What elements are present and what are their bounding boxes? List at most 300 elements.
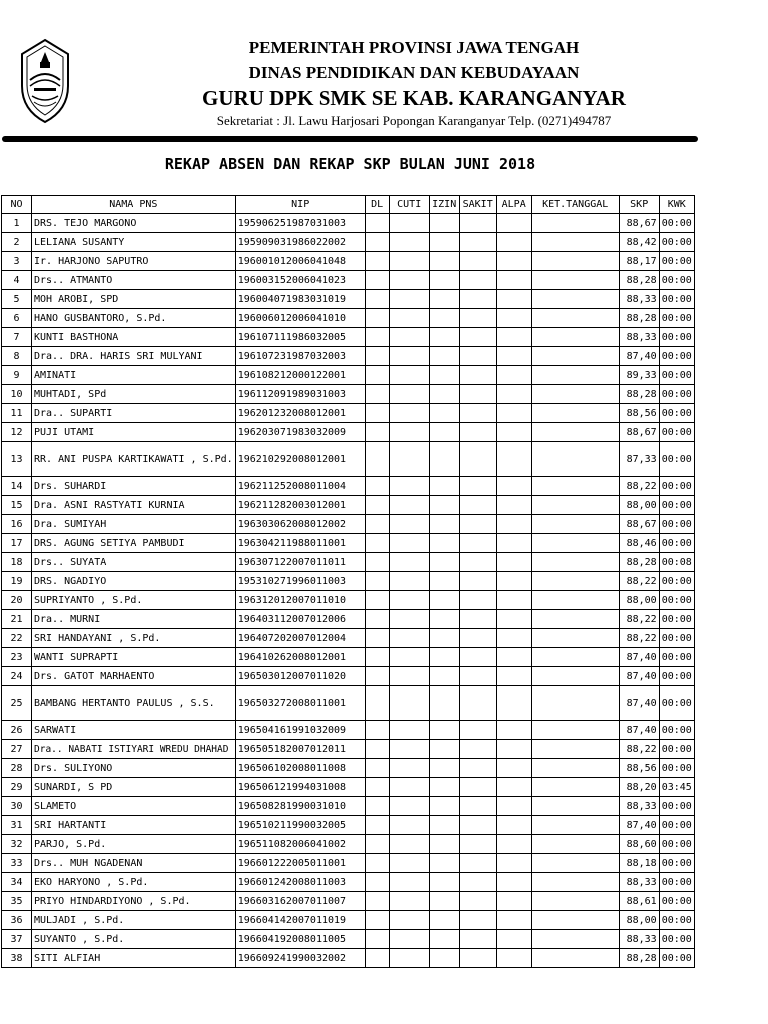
row-no: 25 bbox=[2, 686, 32, 721]
row-dl bbox=[365, 854, 389, 873]
row-skp: 88,56 bbox=[619, 759, 659, 778]
document-title: REKAP ABSEN DAN REKAP SKP BULAN JUNI 2018 bbox=[164, 155, 536, 173]
row-no: 35 bbox=[2, 892, 32, 911]
row-izin bbox=[429, 515, 459, 534]
row-cuti bbox=[389, 797, 429, 816]
row-no: 23 bbox=[2, 648, 32, 667]
row-no: 6 bbox=[2, 309, 32, 328]
row-skp: 87,40 bbox=[619, 347, 659, 366]
col-header-kwk: KWK bbox=[659, 196, 694, 214]
row-cuti bbox=[389, 629, 429, 648]
table-row bbox=[2, 778, 695, 797]
row-cuti bbox=[389, 233, 429, 252]
table-row bbox=[2, 534, 695, 553]
row-izin bbox=[429, 347, 459, 366]
row-ket-tanggal bbox=[531, 778, 619, 797]
row-cuti bbox=[389, 423, 429, 442]
row-skp: 88,28 bbox=[619, 553, 659, 572]
row-izin bbox=[429, 309, 459, 328]
row-skp: 87,40 bbox=[619, 648, 659, 667]
table-row bbox=[2, 347, 695, 366]
row-dl bbox=[365, 591, 389, 610]
row-sakit bbox=[459, 721, 496, 740]
row-no: 30 bbox=[2, 797, 32, 816]
row-skp: 88,46 bbox=[619, 534, 659, 553]
row-alpa bbox=[496, 949, 531, 968]
row-nip: 196601222005011001 bbox=[235, 854, 365, 873]
row-skp: 88,22 bbox=[619, 740, 659, 759]
row-no: 16 bbox=[2, 515, 32, 534]
row-alpa bbox=[496, 290, 531, 309]
row-kwk: 00:00 bbox=[659, 949, 694, 968]
row-dl bbox=[365, 347, 389, 366]
row-nip: 196112091989031003 bbox=[235, 385, 365, 404]
attendance-table bbox=[1, 195, 695, 968]
row-nama: Dra.. MURNI bbox=[32, 610, 236, 629]
row-izin bbox=[429, 534, 459, 553]
row-nama: LELIANA SUSANTY bbox=[32, 233, 236, 252]
row-nip: 196006012006041010 bbox=[235, 309, 365, 328]
row-sakit bbox=[459, 759, 496, 778]
row-nip: 196504161991032009 bbox=[235, 721, 365, 740]
row-kwk: 00:00 bbox=[659, 366, 694, 385]
row-alpa bbox=[496, 347, 531, 366]
row-dl bbox=[365, 835, 389, 854]
row-cuti bbox=[389, 648, 429, 667]
row-kwk: 00:00 bbox=[659, 214, 694, 233]
row-izin bbox=[429, 591, 459, 610]
row-ket-tanggal bbox=[531, 835, 619, 854]
row-skp: 88,20 bbox=[619, 778, 659, 797]
row-alpa bbox=[496, 572, 531, 591]
row-kwk: 00:00 bbox=[659, 442, 694, 477]
row-skp: 87,40 bbox=[619, 721, 659, 740]
row-sakit bbox=[459, 233, 496, 252]
row-nip: 196407202007012004 bbox=[235, 629, 365, 648]
row-ket-tanggal bbox=[531, 816, 619, 835]
row-kwk: 00:00 bbox=[659, 686, 694, 721]
row-no: 28 bbox=[2, 759, 32, 778]
row-skp: 88,67 bbox=[619, 515, 659, 534]
row-cuti bbox=[389, 854, 429, 873]
row-dl bbox=[365, 740, 389, 759]
row-nama: Ir. HARJONO SAPUTRO bbox=[32, 252, 236, 271]
row-nip: 196503272008011001 bbox=[235, 686, 365, 721]
row-sakit bbox=[459, 686, 496, 721]
row-skp: 88,00 bbox=[619, 911, 659, 930]
row-skp: 88,42 bbox=[619, 233, 659, 252]
row-sakit bbox=[459, 347, 496, 366]
row-cuti bbox=[389, 347, 429, 366]
row-nip: 196211282003012001 bbox=[235, 496, 365, 515]
row-sakit bbox=[459, 477, 496, 496]
row-sakit bbox=[459, 553, 496, 572]
row-kwk: 03:45 bbox=[659, 778, 694, 797]
row-cuti bbox=[389, 553, 429, 572]
row-nip: 195310271996011003 bbox=[235, 572, 365, 591]
row-no: 8 bbox=[2, 347, 32, 366]
row-skp: 87,40 bbox=[619, 667, 659, 686]
row-dl bbox=[365, 404, 389, 423]
row-cuti bbox=[389, 949, 429, 968]
row-kwk: 00:00 bbox=[659, 328, 694, 347]
row-nip: 196303062008012002 bbox=[235, 515, 365, 534]
table-row bbox=[2, 572, 695, 591]
row-alpa bbox=[496, 477, 531, 496]
row-ket-tanggal bbox=[531, 648, 619, 667]
row-nip: 196510211990032005 bbox=[235, 816, 365, 835]
table-row bbox=[2, 404, 695, 423]
header-divider bbox=[2, 136, 698, 142]
row-dl bbox=[365, 290, 389, 309]
row-dl bbox=[365, 873, 389, 892]
row-dl bbox=[365, 911, 389, 930]
row-sakit bbox=[459, 366, 496, 385]
row-ket-tanggal bbox=[531, 721, 619, 740]
row-ket-tanggal bbox=[531, 930, 619, 949]
row-nip: 196203071983032009 bbox=[235, 423, 365, 442]
row-izin bbox=[429, 442, 459, 477]
row-izin bbox=[429, 252, 459, 271]
row-sakit bbox=[459, 328, 496, 347]
row-alpa bbox=[496, 930, 531, 949]
row-ket-tanggal bbox=[531, 686, 619, 721]
row-kwk: 00:00 bbox=[659, 591, 694, 610]
row-no: 21 bbox=[2, 610, 32, 629]
row-skp: 88,28 bbox=[619, 271, 659, 290]
row-alpa bbox=[496, 252, 531, 271]
row-alpa bbox=[496, 873, 531, 892]
row-nip: 196107231987032003 bbox=[235, 347, 365, 366]
row-alpa bbox=[496, 404, 531, 423]
row-alpa bbox=[496, 648, 531, 667]
table-row bbox=[2, 759, 695, 778]
row-no: 12 bbox=[2, 423, 32, 442]
table-row bbox=[2, 816, 695, 835]
row-dl bbox=[365, 759, 389, 778]
row-dl bbox=[365, 515, 389, 534]
row-sakit bbox=[459, 911, 496, 930]
row-skp: 88,33 bbox=[619, 797, 659, 816]
row-ket-tanggal bbox=[531, 854, 619, 873]
row-kwk: 00:00 bbox=[659, 721, 694, 740]
row-izin bbox=[429, 610, 459, 629]
row-kwk: 00:00 bbox=[659, 816, 694, 835]
row-sakit bbox=[459, 385, 496, 404]
row-no: 10 bbox=[2, 385, 32, 404]
row-nama: SRI HARTANTI bbox=[32, 816, 236, 835]
row-skp: 88,60 bbox=[619, 835, 659, 854]
row-cuti bbox=[389, 534, 429, 553]
row-sakit bbox=[459, 534, 496, 553]
row-cuti bbox=[389, 290, 429, 309]
row-alpa bbox=[496, 686, 531, 721]
row-nip: 196601242008011003 bbox=[235, 873, 365, 892]
row-nip: 196107111986032005 bbox=[235, 328, 365, 347]
row-nip: 196001012006041048 bbox=[235, 252, 365, 271]
row-cuti bbox=[389, 610, 429, 629]
row-sakit bbox=[459, 930, 496, 949]
row-kwk: 00:00 bbox=[659, 496, 694, 515]
row-alpa bbox=[496, 667, 531, 686]
row-alpa bbox=[496, 911, 531, 930]
row-izin bbox=[429, 553, 459, 572]
row-sakit bbox=[459, 271, 496, 290]
row-ket-tanggal bbox=[531, 740, 619, 759]
row-alpa bbox=[496, 515, 531, 534]
letterhead-line-3: GURU DPK SMK SE KAB. KARANGANYAR bbox=[202, 86, 626, 110]
row-no: 32 bbox=[2, 835, 32, 854]
row-no: 36 bbox=[2, 911, 32, 930]
row-no: 4 bbox=[2, 271, 32, 290]
row-alpa bbox=[496, 385, 531, 404]
row-nip: 196503012007011020 bbox=[235, 667, 365, 686]
row-skp: 88,28 bbox=[619, 949, 659, 968]
row-nip: 196201232008012001 bbox=[235, 404, 365, 423]
row-kwk: 00:00 bbox=[659, 835, 694, 854]
row-nip: 196211252008011004 bbox=[235, 477, 365, 496]
row-sakit bbox=[459, 423, 496, 442]
row-kwk: 00:00 bbox=[659, 309, 694, 328]
row-skp: 88,22 bbox=[619, 477, 659, 496]
row-nama: Dra.. DRA. HARIS SRI MULYANI bbox=[32, 347, 236, 366]
row-dl bbox=[365, 892, 389, 911]
row-sakit bbox=[459, 873, 496, 892]
row-cuti bbox=[389, 721, 429, 740]
row-no: 33 bbox=[2, 854, 32, 873]
row-ket-tanggal bbox=[531, 591, 619, 610]
row-kwk: 00:00 bbox=[659, 347, 694, 366]
row-dl bbox=[365, 816, 389, 835]
table-row bbox=[2, 271, 695, 290]
row-kwk: 00:00 bbox=[659, 759, 694, 778]
row-nama: SITI ALFIAH bbox=[32, 949, 236, 968]
row-alpa bbox=[496, 214, 531, 233]
row-nama: Drs. SULIYONO bbox=[32, 759, 236, 778]
row-kwk: 00:00 bbox=[659, 290, 694, 309]
row-no: 14 bbox=[2, 477, 32, 496]
table-row bbox=[2, 328, 695, 347]
row-no: 20 bbox=[2, 591, 32, 610]
table-row bbox=[2, 797, 695, 816]
row-nip: 196108212000122001 bbox=[235, 366, 365, 385]
row-izin bbox=[429, 835, 459, 854]
row-izin bbox=[429, 328, 459, 347]
row-ket-tanggal bbox=[531, 385, 619, 404]
row-sakit bbox=[459, 892, 496, 911]
table-row bbox=[2, 740, 695, 759]
row-kwk: 00:00 bbox=[659, 271, 694, 290]
row-ket-tanggal bbox=[531, 404, 619, 423]
row-nama: Dra.. SUPARTI bbox=[32, 404, 236, 423]
row-ket-tanggal bbox=[531, 553, 619, 572]
row-skp: 88,22 bbox=[619, 610, 659, 629]
row-kwk: 00:00 bbox=[659, 515, 694, 534]
row-nip: 196410262008012001 bbox=[235, 648, 365, 667]
row-skp: 87,40 bbox=[619, 686, 659, 721]
row-kwk: 00:00 bbox=[659, 534, 694, 553]
row-sakit bbox=[459, 290, 496, 309]
row-alpa bbox=[496, 591, 531, 610]
row-nama: MOH AROBI, SPD bbox=[32, 290, 236, 309]
row-nip: 196505182007012011 bbox=[235, 740, 365, 759]
row-ket-tanggal bbox=[531, 309, 619, 328]
row-kwk: 00:08 bbox=[659, 553, 694, 572]
row-skp: 88,22 bbox=[619, 572, 659, 591]
row-izin bbox=[429, 816, 459, 835]
row-cuti bbox=[389, 778, 429, 797]
row-kwk: 00:00 bbox=[659, 404, 694, 423]
row-skp: 88,18 bbox=[619, 854, 659, 873]
table-row bbox=[2, 233, 695, 252]
row-skp: 88,00 bbox=[619, 496, 659, 515]
row-alpa bbox=[496, 759, 531, 778]
table-row bbox=[2, 629, 695, 648]
row-ket-tanggal bbox=[531, 759, 619, 778]
letterhead-address: Sekretariat : Jl. Lawu Harjosari Popongan Karanganyar Telp. (0271)494787 bbox=[216, 113, 612, 128]
row-nama: Dra.. NABATI ISTIYARI WREDU DHAHAD bbox=[32, 740, 236, 759]
row-no: 24 bbox=[2, 667, 32, 686]
row-izin bbox=[429, 667, 459, 686]
row-ket-tanggal bbox=[531, 214, 619, 233]
table-row bbox=[2, 721, 695, 740]
row-no: 37 bbox=[2, 930, 32, 949]
row-nama: SUNARDI, S PD bbox=[32, 778, 236, 797]
row-nip: 196604142007011019 bbox=[235, 911, 365, 930]
row-ket-tanggal bbox=[531, 442, 619, 477]
row-sakit bbox=[459, 835, 496, 854]
row-nama: PRIYO HINDARDIYONO , S.Pd. bbox=[32, 892, 236, 911]
row-no: 3 bbox=[2, 252, 32, 271]
col-header-dl: DL bbox=[365, 196, 389, 214]
row-sakit bbox=[459, 797, 496, 816]
row-no: 11 bbox=[2, 404, 32, 423]
row-dl bbox=[365, 721, 389, 740]
row-dl bbox=[365, 252, 389, 271]
row-cuti bbox=[389, 835, 429, 854]
row-ket-tanggal bbox=[531, 873, 619, 892]
row-nama: DRS. NGADIYO bbox=[32, 572, 236, 591]
row-ket-tanggal bbox=[531, 949, 619, 968]
row-skp: 88,17 bbox=[619, 252, 659, 271]
row-ket-tanggal bbox=[531, 797, 619, 816]
row-cuti bbox=[389, 366, 429, 385]
row-dl bbox=[365, 572, 389, 591]
table-row bbox=[2, 949, 695, 968]
row-izin bbox=[429, 233, 459, 252]
row-alpa bbox=[496, 610, 531, 629]
row-no: 2 bbox=[2, 233, 32, 252]
row-cuti bbox=[389, 309, 429, 328]
row-kwk: 00:00 bbox=[659, 477, 694, 496]
row-izin bbox=[429, 854, 459, 873]
row-alpa bbox=[496, 854, 531, 873]
table-row bbox=[2, 385, 695, 404]
row-kwk: 00:00 bbox=[659, 233, 694, 252]
row-skp: 88,61 bbox=[619, 892, 659, 911]
row-nip: 196506102008011008 bbox=[235, 759, 365, 778]
row-dl bbox=[365, 496, 389, 515]
col-header-nip: NIP bbox=[235, 196, 365, 214]
row-izin bbox=[429, 797, 459, 816]
row-izin bbox=[429, 496, 459, 515]
table-row bbox=[2, 648, 695, 667]
row-dl bbox=[365, 629, 389, 648]
row-alpa bbox=[496, 835, 531, 854]
table-row bbox=[2, 442, 695, 477]
row-no: 38 bbox=[2, 949, 32, 968]
table-row bbox=[2, 252, 695, 271]
row-nama: EKO HARYONO , S.Pd. bbox=[32, 873, 236, 892]
table-row bbox=[2, 591, 695, 610]
row-nip: 196609241990032002 bbox=[235, 949, 365, 968]
row-no: 13 bbox=[2, 442, 32, 477]
row-ket-tanggal bbox=[531, 610, 619, 629]
row-no: 7 bbox=[2, 328, 32, 347]
row-cuti bbox=[389, 591, 429, 610]
row-alpa bbox=[496, 366, 531, 385]
row-dl bbox=[365, 610, 389, 629]
row-dl bbox=[365, 477, 389, 496]
row-nama: RR. ANI PUSPA KARTIKAWATI , S.Pd. bbox=[32, 442, 236, 477]
row-skp: 88,33 bbox=[619, 328, 659, 347]
row-skp: 88,33 bbox=[619, 930, 659, 949]
row-dl bbox=[365, 233, 389, 252]
row-sakit bbox=[459, 740, 496, 759]
row-kwk: 00:00 bbox=[659, 911, 694, 930]
row-nama: Drs.. MUH NGADENAN bbox=[32, 854, 236, 873]
row-skp: 87,40 bbox=[619, 816, 659, 835]
row-alpa bbox=[496, 816, 531, 835]
row-alpa bbox=[496, 233, 531, 252]
row-nama: SUYANTO , S.Pd. bbox=[32, 930, 236, 949]
row-izin bbox=[429, 214, 459, 233]
row-nama: SUPRIYANTO , S.Pd. bbox=[32, 591, 236, 610]
row-nama: PUJI UTAMI bbox=[32, 423, 236, 442]
row-sakit bbox=[459, 648, 496, 667]
row-dl bbox=[365, 423, 389, 442]
letterhead-line-2: DINAS PENDIDIKAN DAN KEBUDAYAAN bbox=[248, 63, 580, 82]
letterhead-line-1: PEMERINTAH PROVINSI JAWA TENGAH bbox=[248, 38, 580, 57]
row-kwk: 00:00 bbox=[659, 252, 694, 271]
row-sakit bbox=[459, 949, 496, 968]
row-nama: Dra. ASNI RASTYATI KURNIA bbox=[32, 496, 236, 515]
row-nama: HANO GUSBANTORO, S.Pd. bbox=[32, 309, 236, 328]
row-sakit bbox=[459, 610, 496, 629]
col-header-izin: IZIN bbox=[429, 196, 459, 214]
row-sakit bbox=[459, 667, 496, 686]
row-ket-tanggal bbox=[531, 911, 619, 930]
row-sakit bbox=[459, 404, 496, 423]
row-dl bbox=[365, 778, 389, 797]
row-ket-tanggal bbox=[531, 423, 619, 442]
table-row bbox=[2, 290, 695, 309]
row-izin bbox=[429, 572, 459, 591]
row-nip: 196307122007011011 bbox=[235, 553, 365, 572]
row-no: 18 bbox=[2, 553, 32, 572]
row-dl bbox=[365, 553, 389, 572]
row-ket-tanggal bbox=[531, 629, 619, 648]
table-row bbox=[2, 667, 695, 686]
row-kwk: 00:00 bbox=[659, 629, 694, 648]
row-cuti bbox=[389, 515, 429, 534]
table-row bbox=[2, 366, 695, 385]
row-nama: AMINATI bbox=[32, 366, 236, 385]
row-dl bbox=[365, 797, 389, 816]
row-dl bbox=[365, 214, 389, 233]
row-izin bbox=[429, 271, 459, 290]
row-izin bbox=[429, 423, 459, 442]
